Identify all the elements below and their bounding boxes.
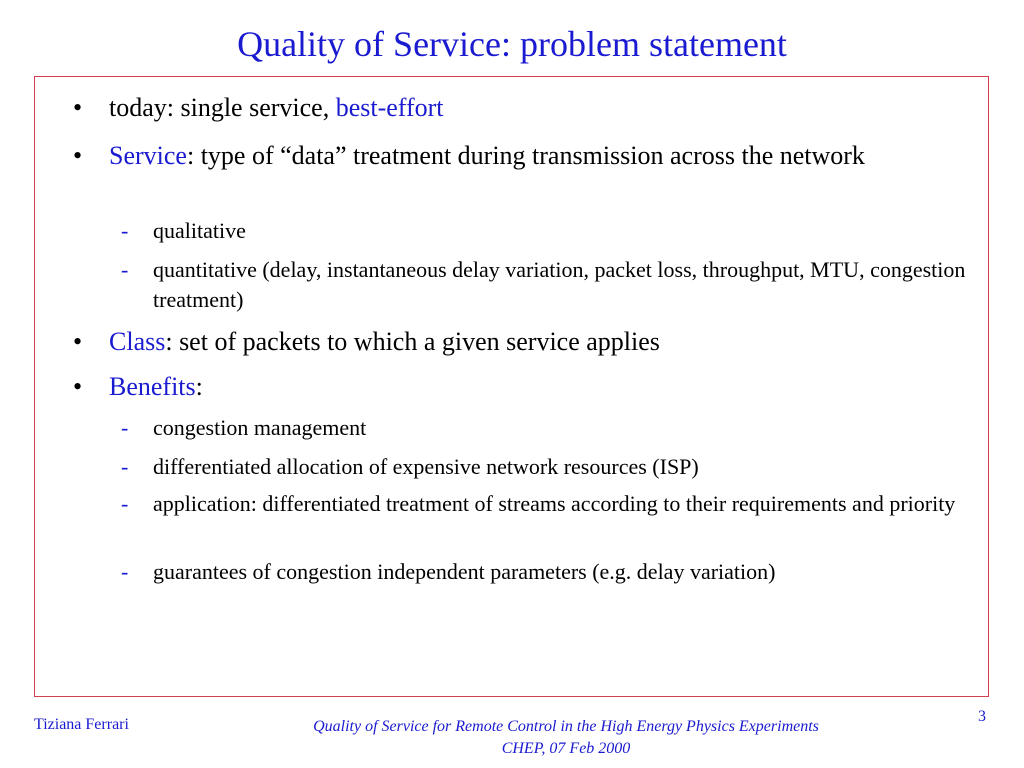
bullet-dot: • (73, 141, 83, 170)
bullet-dot: • (73, 327, 83, 356)
sub-dash: - (121, 559, 129, 584)
sub-text: differentiated allocation of expensive network resources (ISP) (153, 454, 699, 479)
footer-event-date: CHEP, 07 Feb 2000 (501, 740, 631, 757)
sub-dash: - (121, 257, 129, 282)
slide-title: Quality of Service: problem statement (237, 24, 787, 64)
footer-event (200, 716, 932, 760)
bullet-highlight: Benefits (109, 372, 196, 401)
footer-event-title: Quality of Service for Remote Control in the High Energy Physics Experiments (313, 718, 819, 735)
bullet-text: : set of packets to which a given service applies (165, 327, 660, 356)
sub-text: qualitative (153, 218, 246, 243)
content-frame (34, 76, 989, 697)
bullet-dot: • (73, 372, 83, 401)
bullet-dot: • (73, 93, 83, 122)
bullet-highlight: Service (109, 141, 187, 170)
sub-text: application: differentiated treatment of streams according to their requirements and priority (153, 491, 956, 516)
bullet-highlight: best-effort (335, 93, 444, 122)
page-number: 3 (978, 708, 986, 725)
sub-dash: - (121, 415, 129, 440)
sub-text: guarantees of congestion independent parameters (e.g. delay variation) (153, 559, 776, 584)
sub-dash: - (121, 218, 129, 243)
bullet-text: today: single service, (109, 93, 336, 122)
footer-author: Tiziana Ferrari (34, 716, 129, 733)
bullet-highlight: Class (109, 327, 166, 356)
sub-text: quantitative (delay, instantaneous delay variation, packet loss, throughput, MTU, congestion treatment) (153, 257, 966, 312)
sub-dash: - (121, 491, 129, 516)
sub-dash: - (121, 454, 129, 479)
sub-text: congestion management (153, 415, 367, 440)
bullet-text: : (195, 372, 203, 401)
bullet-text: : type of “data” treatment during transmission across the network (186, 141, 865, 170)
